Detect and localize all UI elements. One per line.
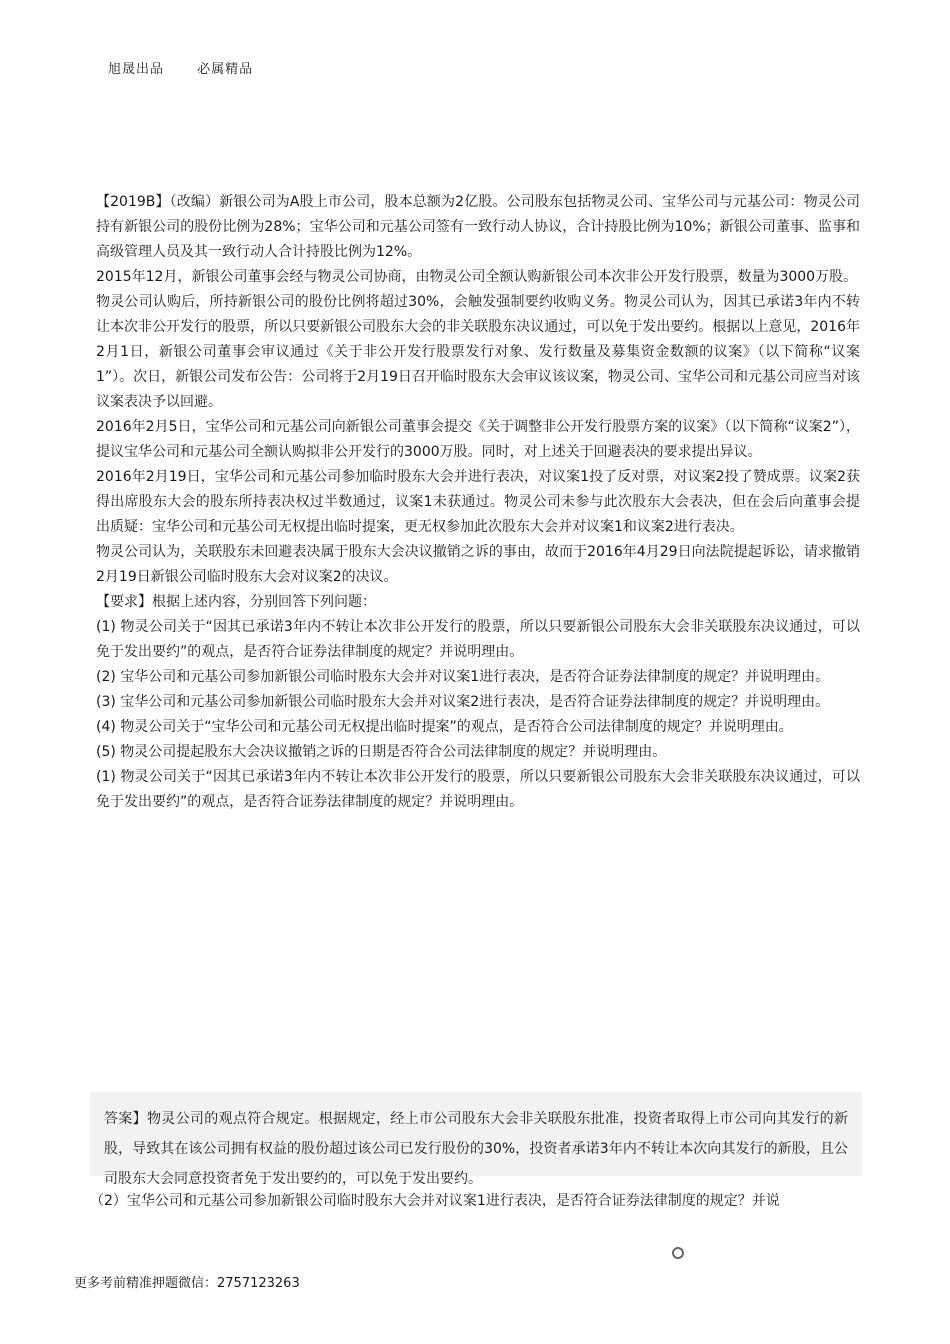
page-header — [108, 58, 281, 77]
stamp-icon — [672, 1247, 684, 1259]
paragraph: 2016年2月19日，宝华公司和元基公司参加临时股东大会并进行表决，对议案1投了反对票，对议案2投了赞成票。议案2获得出席股东大会的股东所持表决权过半数通过，议案1未获通过。物灵公司未参与此次股东大会表决，但在会后向董事会提出质疑：宝华公司和元基公司无权提出临时提案，更无权参加此次股东大会并对议案1和议案2进行表决。 — [96, 469, 860, 535]
paragraph: 2016年2月5日，宝华公司和元基公司向新银公司董事会提交《关于调整非公开发行股票方案的议案》（以下简称“议案2”），提议宝华公司和元基公司全额认购拟非公开发行的3000万股。同时，对上述关于回避表决的要求提出异议。 — [96, 419, 860, 460]
footer-contact: 更多考前精准押题微信：2757123263 — [74, 1276, 300, 1291]
question-item: (5) 物灵公司提起股东大会决议撤销之诉的日期是否符合公司法律制度的规定？并说明理由。 — [96, 744, 667, 760]
paragraph: 2015年12月，新银公司董事会经与物灵公司协商，由物灵公司全额认购新银公司本次非公开发行股票，数量为3000万股。 — [96, 269, 858, 285]
header-right: 必属精品 — [197, 62, 254, 77]
question-item: (4) 物灵公司关于“宝华公司和元基公司无权提出临时提案”的观点，是否符合公司法律制度的规定？并说明理由。 — [96, 719, 793, 735]
answer-box — [90, 1092, 862, 1187]
paragraph: 物灵公司认购后，所持新银公司的股份比例将超过30%，会触发强制要约收购义务。物灵公司认为，因其已承诺3年内不转让本次非公开发行的股票，所以只要新银公司股东大会的非关联股东决议通过，可以免于发出要约。根据以上意见，2016年2月1日，新银公司董事会审议通过《关于非公开发行股票发行对象、发行数量及募集资金数额的议案》（以下简称“议案1”）。次日，新银公司发布公告：公司将于2月19日召开临时股东大会审议该议案，物灵公司、宝华公司和元基公司应当对该议案表决予以回避。 — [96, 294, 860, 410]
requirement-heading: 【要求】根据上述内容，分别回答下列问题： — [96, 594, 376, 610]
question-2-repeat: （2）宝华公司和元基公司参加新银公司临时股东大会并对议案1进行表决，是否符合证券法律制度的规定？并说 — [90, 1193, 780, 1209]
question-item: (2) 宝华公司和元基公司参加新银公司临时股东大会并对议案1进行表决，是否符合证券法律制度的规定？并说明理由。 — [96, 669, 830, 685]
question-item: (1) 物灵公司关于“因其已承诺3年内不转让本次非公开发行的股票，所以只要新银公司股东大会非关联股东决议通过，可以免于发出要约”的观点，是否符合证券法律制度的规定？并说明理由。 — [96, 619, 860, 660]
question-item: (3) 宝华公司和元基公司参加新银公司临时股东大会并对议案2进行表决，是否符合证券法律制度的规定？并说明理由。 — [96, 694, 830, 710]
document-body — [96, 190, 860, 815]
paragraph: 【2019B】（改编）新银公司为A股上市公司，股本总额为2亿股。公司股东包括物灵公司、宝华公司与元基公司：物灵公司持有新银公司的股份比例为28%；宝华公司和元基公司签有一致行动人协议，合计持股比例为10%；新银公司董事、监事和高级管理人员及其一致行动人合计持股比例为12%。 — [96, 194, 860, 260]
header-left: 旭晟出品 — [108, 62, 165, 77]
paragraph: 物灵公司认为，关联股东未回避表决属于股东大会决议撤销之诉的事由，故而于2016年4月29日向法院提起诉讼，请求撤销2月19日新银公司临时股东大会对议案2的决议。 — [96, 544, 860, 585]
question-repeat: (1) 物灵公司关于“因其已承诺3年内不转让本次非公开发行的股票，所以只要新银公司股东大会非关联股东决议通过，可以免于发出要约”的观点，是否符合证券法律制度的规定？并说明理由。 — [96, 769, 860, 810]
answer-text: 答案】物灵公司的观点符合规定。根据规定，经上市公司股东大会非关联股东批准，投资者取得上市公司向其发行的新股，导致其在该公司拥有权益的股份超过该公司已发行股份的30%，投资者承诺3年内不转让本次向其发行的新股，且公司股东大会同意投资者免于发出要约的，可以免于发出要约。 — [104, 1111, 848, 1187]
